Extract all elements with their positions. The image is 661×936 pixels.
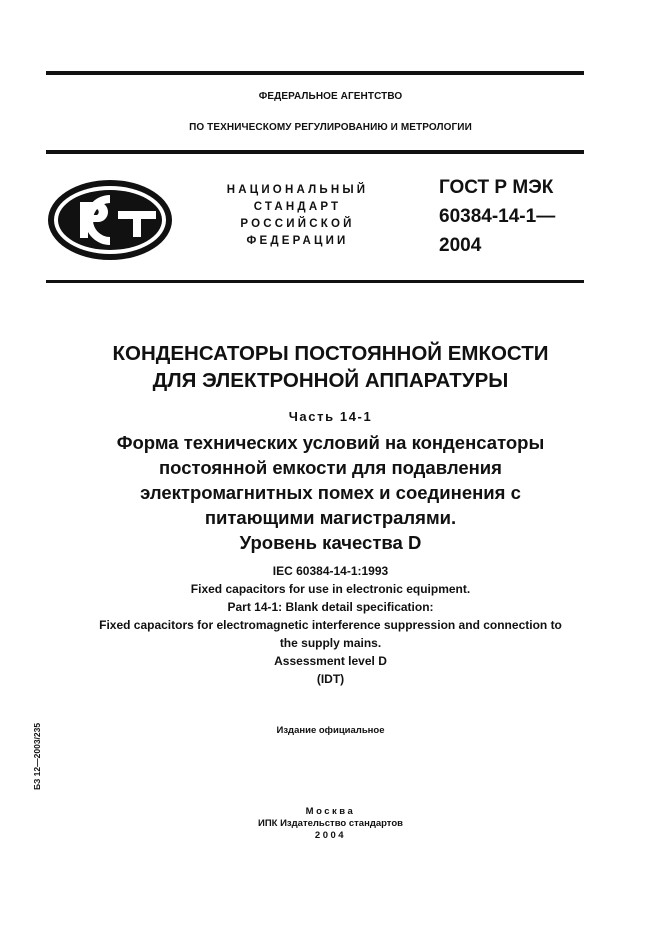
part-title-line: питающими магистралями. [204, 507, 457, 528]
side-registration-note: БЗ 12—2003/235 [32, 722, 42, 790]
part-title-line: постоянной емкости для подавления [159, 457, 502, 478]
part-title-line: Уровень качества D [239, 532, 422, 553]
imprint-year: 2004 [314, 830, 347, 841]
agency-line-2: ПО ТЕХНИЧЕСКОМУ РЕГУЛИРОВАНИЮ И МЕТРОЛОГИИ [189, 122, 472, 133]
designation-line-3: 2004 [439, 235, 482, 256]
standard-type-line: СТАНДАРТ [253, 201, 342, 213]
standard-type-line: РОССИЙСКОЙ [240, 218, 355, 230]
title-line-1: КОНДЕНСАТОРЫ ПОСТОЯННОЙ ЕМКОСТИ [112, 342, 549, 365]
top-rule [46, 71, 584, 75]
document-title [0, 340, 661, 394]
designation-line-2: 60384-14-1— [439, 206, 556, 227]
international-reference [0, 562, 661, 688]
reference-line: Fixed capacitors for use in electronic equipment. [190, 582, 471, 596]
edition-note: Издание официальное [276, 725, 385, 736]
title-line-2: ДЛЯ ЭЛЕКТРОННОЙ АППАРАТУРЫ [152, 369, 509, 392]
part-title-line: электромагнитных помех и соединения с [140, 482, 521, 503]
imprint [0, 806, 661, 842]
header-rule [46, 150, 584, 154]
standard-designation [439, 173, 555, 260]
standard-type-line: ФЕДЕРАЦИИ [246, 235, 349, 247]
gost-r-certification-logo-icon [46, 178, 174, 262]
designation-line-1: ГОСТ Р МЭК [439, 177, 554, 198]
standard-type-line: НАЦИОНАЛЬНЫЙ [226, 184, 369, 196]
reference-line: the supply mains. [279, 636, 382, 650]
part-title [0, 430, 661, 555]
reference-line: IEC 60384-14-1:1993 [272, 564, 389, 578]
imprint-publisher: ИПК Издательство стандартов [258, 818, 403, 829]
header-bottom-rule [46, 280, 584, 283]
reference-line: Part 14-1: Blank detail specification: [227, 600, 434, 614]
part-number: Часть 14-1 [288, 409, 373, 424]
imprint-city: Москва [305, 806, 356, 817]
reference-line: (IDT) [316, 672, 345, 686]
standard-type [205, 182, 390, 250]
reference-line: Fixed capacitors for electromagnetic interference suppression and connection to [99, 618, 562, 632]
agency-line-1: ФЕДЕРАЛЬНОЕ АГЕНТСТВО [258, 91, 403, 102]
part-title-line: Форма технических условий на конденсаторы [116, 432, 545, 453]
reference-line: Assessment level D [274, 654, 387, 668]
